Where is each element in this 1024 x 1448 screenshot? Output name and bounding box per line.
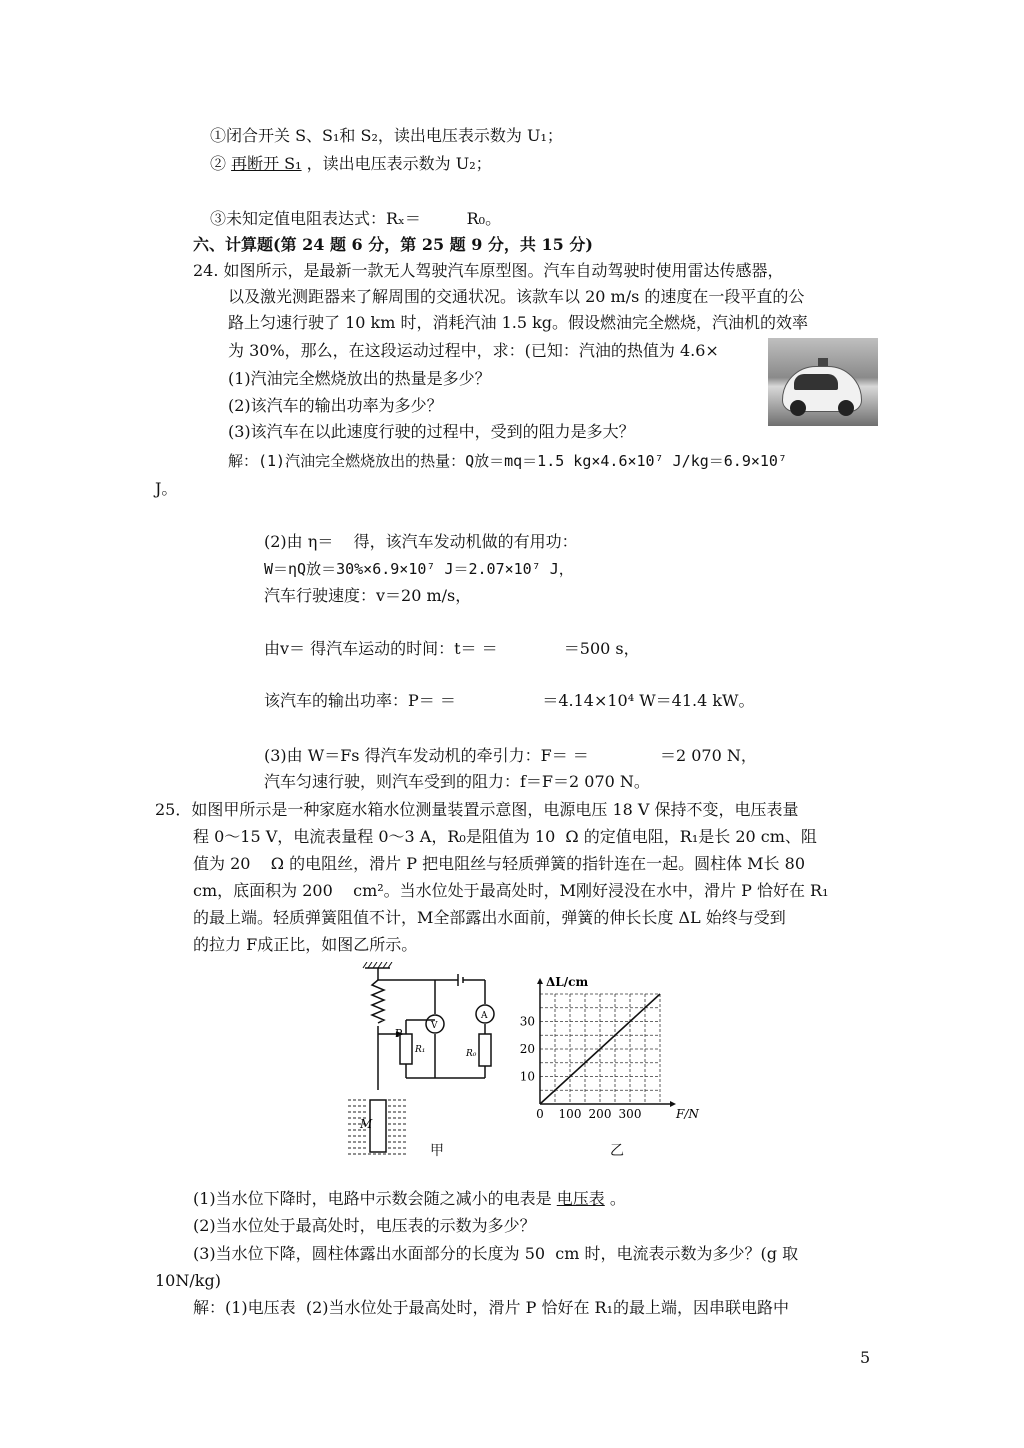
- q24-part-2: (2)该汽车的输出功率为多少？: [228, 396, 443, 415]
- q24-solution-2a: (2)由 η＝ 得，该汽车发动机做的有用功：: [264, 532, 578, 551]
- section-6-heading: 六、计算题(第 24 题 6 分，第 25 题 9 分，共 15 分): [193, 235, 593, 254]
- q24-solution-1b: J。: [155, 479, 178, 498]
- y-axis-label: ΔL/cm: [546, 975, 589, 989]
- step-2-pre: ②: [210, 154, 232, 173]
- q25-line-6: 的拉力 F成正比，如图乙所示。: [193, 935, 418, 954]
- step-3: ③未知定值电阻表达式：Rₓ＝ R₀。: [210, 209, 502, 228]
- q25-part-2: (2)当水位处于最高处时，电压表的示数为多少？: [193, 1216, 536, 1235]
- q24-solution-2c: 汽车行驶速度：v＝20 m/s，: [264, 586, 472, 605]
- q25-part-3: (3)当水位下降，圆柱体露出水面部分的长度为 50 cm 时，电流表示数为多少？(g 取: [193, 1244, 799, 1263]
- spring: [372, 980, 384, 1023]
- figure-a-caption: 甲: [430, 1143, 444, 1159]
- q24-line-1: 24. 如图所示，是最新一款无人驾驶汽车原型图。汽车自动驾驶时使用雷达传感器，: [193, 261, 784, 280]
- q25-solution: 解：(1)电压表 (2)当水位处于最高处时，滑片 P 恰好在 R₁的最上端，因串联电路中: [193, 1298, 789, 1317]
- q24-part-3: (3)该汽车在以此速度行驶的过程中，受到的阻力是多大？: [228, 422, 635, 441]
- circuit-diagram: [340, 962, 510, 1162]
- q24-line-2: 以及激光测距器来了解周围的交通状况。该款车以 20 m/s 的速度在一段平直的公: [228, 287, 805, 306]
- q24-solution-2b: W＝ηQ放＝30%×6.9×10⁷ J＝2.07×10⁷ J，: [264, 560, 574, 578]
- step-2-post: ，读出电压表示数为 U₂；: [301, 154, 492, 173]
- q25-line-1: 25．如图甲所示是一种家庭水箱水位测量装置示意图，电源电压 18 V 保持不变，电压表量: [155, 800, 799, 819]
- delta-l-vs-f-chart: [510, 972, 700, 1130]
- q24-solution-1: 解：(1)汽油完全燃烧放出的热量：Q放＝mq＝1.5 kg×4.6×10⁷ J/kg＝6.9×10⁷: [228, 452, 787, 470]
- q24-solution-2e: 该汽车的输出功率：P＝ ＝ ＝4.14×10⁴ W＝41.4 kW。: [264, 691, 755, 710]
- q25-part-3b: 10N/kg): [155, 1271, 221, 1290]
- step-1: ①闭合开关 S、S₁和 S₂，读出电压表示数为 U₁；: [210, 126, 563, 145]
- label-m: M: [360, 1117, 373, 1131]
- x-tick-label: 0: [536, 1107, 544, 1121]
- x-axis-label: F/N: [676, 1107, 699, 1121]
- y-tick-label: 10: [519, 1069, 535, 1084]
- q24-part-1: (1)汽油完全燃烧放出的热量是多少？: [228, 369, 491, 388]
- label-r0: R₀: [466, 1049, 477, 1059]
- y-tick-label: 20: [519, 1042, 535, 1056]
- page-number: 5: [860, 1348, 871, 1367]
- cylinder-m: [370, 1100, 386, 1152]
- q25-part-1-fill: 电压表: [556, 1189, 605, 1208]
- label-p: P: [395, 1027, 403, 1040]
- q24-solution-3a: (3)由 W＝Fs 得汽车发动机的牵引力：F＝ ＝ ＝2 070 N，: [264, 746, 757, 765]
- y-axis-arrow: [537, 978, 543, 984]
- q25-line-2: 程 0～15 V，电流表量程 0～3 A，R₀是阻值为 10 Ω 的定值电阻，R₁是长 20 cm、阻: [193, 827, 817, 846]
- q25-line-5: 的最上端。轻质弹簧阻值不计，M全部露出水面前，弹簧的伸长长度 ΔL 始终与受到: [193, 908, 786, 927]
- q25-part-1: [193, 1188, 626, 1210]
- x-tick-label: 300: [618, 1107, 642, 1121]
- q24-solution-3b: 汽车匀速行驶，则汽车受到的阻力：f＝F＝2 070 N。: [264, 772, 650, 791]
- q25-line-3: 值为 20 Ω 的电阻丝，滑片 P 把电阻丝与轻质弹簧的指针连在一起。圆柱体 M长 80: [193, 854, 805, 873]
- q24-line-3: 路上匀速行驶了 10 km 时，消耗汽油 1.5 kg。假设燃油完全燃烧，汽油机的效率: [228, 313, 809, 332]
- step-2-fill: 再断开 S₁: [231, 154, 302, 173]
- q24-line-4: 为 30%，那么，在这段运动过程中，求：(已知：汽油的热值为 4.6×: [228, 341, 719, 360]
- step-2: [210, 153, 492, 175]
- q25-part-1-pre: (1)当水位下降时，电路中示数会随之减小的电表是: [193, 1189, 557, 1208]
- driverless-car-photo: [768, 338, 878, 426]
- label-a: A: [481, 1011, 488, 1021]
- x-tick-label: 200: [588, 1107, 612, 1121]
- x-tick-label: 100: [558, 1107, 582, 1121]
- q24-solution-2d: 由v＝ 得汽车运动的时间：t＝ ＝ ＝500 s，: [264, 639, 640, 658]
- r0-resistor: [479, 1034, 491, 1066]
- figure-b-caption: 乙: [610, 1143, 624, 1159]
- label-v: V: [431, 1021, 438, 1031]
- y-tick-label: 30: [519, 1014, 535, 1029]
- q25-line-4: cm，底面积为 200 cm²。当水位处于最高处时，M刚好浸没在水中，滑片 P 恰好在 R₁: [193, 881, 829, 900]
- label-r1: R₁: [415, 1045, 426, 1055]
- q25-part-1-post: 。: [604, 1189, 626, 1208]
